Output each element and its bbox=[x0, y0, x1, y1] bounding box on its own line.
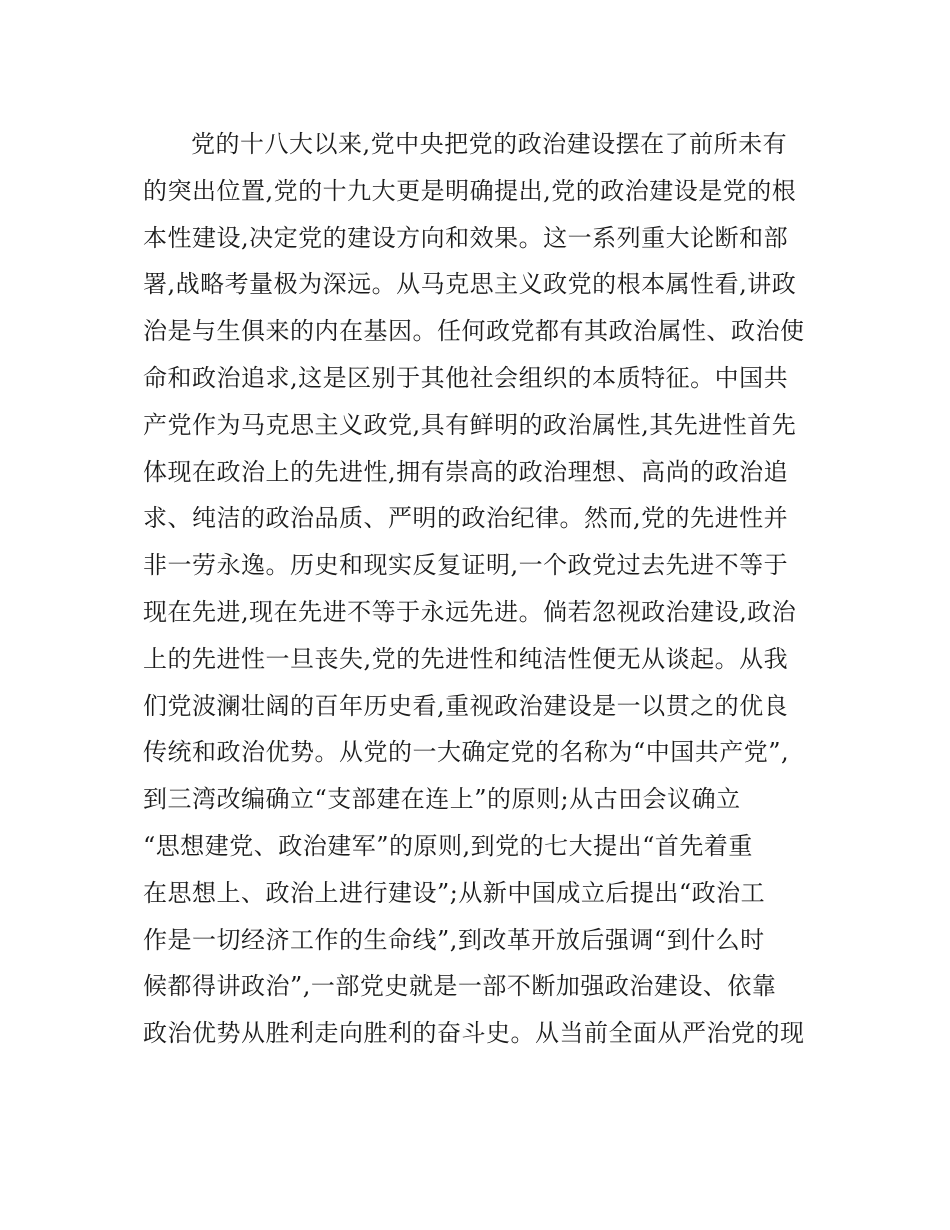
body-paragraph bbox=[143, 121, 823, 1057]
text-line: 体现在政治上的先进性,拥有崇高的政治理想、高尚的政治追 bbox=[143, 457, 789, 486]
text-line: 传统和政治优势。从党的一大确定党的名称为“中国共产党”, bbox=[143, 738, 790, 767]
text-line: 的突出位置,党的十九大更是明确提出,党的政治建设是党的根 bbox=[143, 176, 797, 205]
text-line: 署,战略考量极为深远。从马克思主义政党的根本属性看,讲政 bbox=[143, 270, 797, 299]
text-line: 政治优势从胜利走向胜利的奋斗史。从当前全面从严治党的现 bbox=[143, 1019, 805, 1048]
text-line: 产党作为马克思主义政党,具有鲜明的政治属性,其先进性首先 bbox=[143, 410, 797, 439]
text-line: 命和政治追求,这是区别于其他社会组织的本质特征。中国共 bbox=[143, 363, 789, 392]
text-line: 本性建设,决定党的建设方向和效果。这一系列重大论断和部 bbox=[143, 223, 789, 252]
text-line: 党的十八大以来,党中央把党的政治建设摆在了前所未有 bbox=[191, 130, 788, 158]
text-line: 求、纯洁的政治品质、严明的政治纪律。然而,党的先进性并 bbox=[143, 504, 789, 533]
text-line: 非一劳永逸。历史和现实反复证明,一个政党过去先进不等于 bbox=[143, 551, 789, 580]
text-line: “思想建党、政治建军”的原则,到党的七大提出“首先着重 bbox=[143, 831, 753, 860]
text-line: 现在先进,现在先进不等于永远先进。倘若忽视政治建设,政治 bbox=[143, 597, 797, 626]
text-line: 们党波澜壮阔的百年历史看,重视政治建设是一以贯之的优良 bbox=[143, 691, 789, 720]
text-line: 治是与生俱来的内在基因。任何政党都有其政治属性、政治使 bbox=[143, 317, 805, 346]
text-line: 到三湾改编确立“支部建在连上”的原则;从古田会议确立 bbox=[143, 785, 741, 814]
text-line: 候都得讲政治”,一部党史就是一部不断加强政治建设、依靠 bbox=[143, 972, 777, 1001]
text-line: 作是一切经济工作的生命线”,到改革开放后强调“到什么时 bbox=[143, 925, 765, 954]
text-line: 在思想上、政治上进行建设”;从新中国成立后提出“政治工 bbox=[143, 878, 766, 907]
text-line: 上的先进性一旦丧失,党的先进性和纯洁性便无从谈起。从我 bbox=[143, 644, 789, 673]
